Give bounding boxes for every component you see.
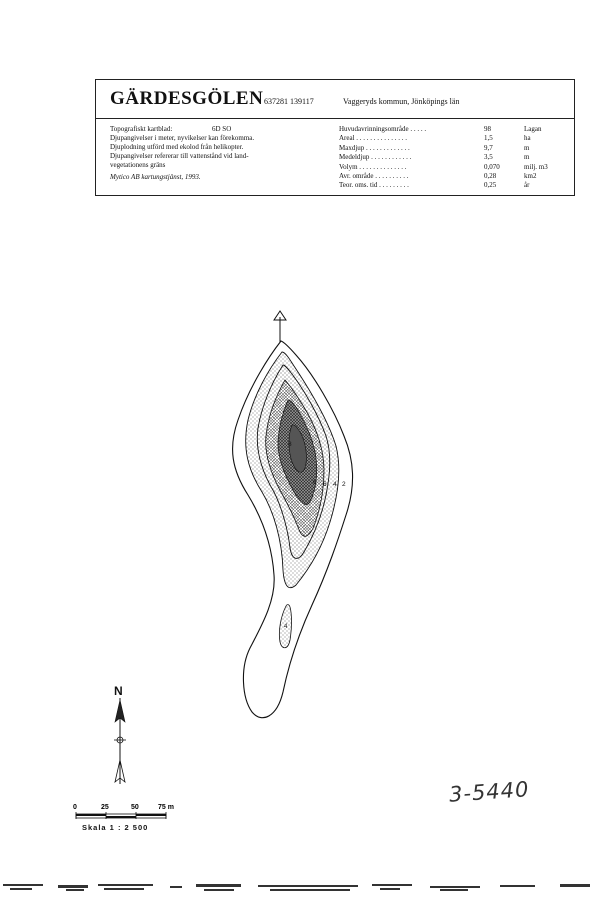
stat-label: Medeldjup . . . . . . . . . . . . <box>339 153 412 162</box>
mapsheet-label: Topografiskt kartblad: <box>110 125 173 133</box>
stat-value: 0,28 <box>484 171 497 180</box>
depth-label: 2 <box>342 481 346 488</box>
depth-label: 4 <box>284 624 288 630</box>
depth-label: 8 <box>288 441 292 448</box>
stat-unit: km2 <box>524 171 537 180</box>
depth-label: 6 <box>323 481 327 488</box>
scale-tick-label: 50 <box>131 804 139 811</box>
scale-tick-label: 0 <box>73 804 77 811</box>
stat-unit: år <box>524 181 530 190</box>
handwritten-id: 3-5440 <box>448 777 531 807</box>
stat-label: Volym . . . . . . . . . . . . . . <box>339 162 407 171</box>
scale-tick-label: 75 m <box>158 804 174 811</box>
scan-noise-strip <box>0 876 600 897</box>
stat-value: 0,070 <box>484 162 500 171</box>
depth-label: 4 <box>333 481 337 488</box>
stat-unit: Lagan <box>524 125 542 133</box>
stat-value: 98 <box>484 125 491 133</box>
stat-value: 9,7 <box>484 143 493 152</box>
note-line: vegetationens gräns <box>110 161 166 169</box>
stat-unit: m <box>524 153 530 162</box>
stat-label: Huvudavrinningsområde . . . . . <box>339 125 427 133</box>
mapsheet-value: 6D SO <box>212 125 232 133</box>
municipality: Vaggeryds kommun, Jönköpings län <box>343 97 460 106</box>
stat-unit: milj. m3 <box>524 162 548 171</box>
stat-label: Areal . . . . . . . . . . . . . . . <box>339 134 408 143</box>
stat-value: 1,5 <box>484 134 493 143</box>
north-arrow-icon <box>114 698 126 784</box>
note-line: Djupangivelser refererar till vattenstånd vid land- <box>110 152 249 160</box>
stat-value: 0,25 <box>484 181 497 190</box>
stat-label: Maxdjup . . . . . . . . . . . . . <box>339 143 410 152</box>
stat-unit: m <box>524 143 530 152</box>
credit-line: Mytico AB kartungstjänst, 1993. <box>110 173 201 181</box>
stat-label: Avr. område . . . . . . . . . . <box>339 171 409 180</box>
coordinates: 637281 139117 <box>264 97 314 106</box>
depth-label: 6 <box>313 479 317 486</box>
note-line: Djuplodning utförd med ekolod från helikopter. <box>110 143 244 151</box>
scale-tick-label: 25 <box>101 804 109 811</box>
lake-name-title: GÄRDESGÖLEN <box>110 88 264 109</box>
scale-caption: Skala 1 : 2 500 <box>82 823 149 832</box>
note-line: Djupangivelser i meter, nyvikelser kan förekomma. <box>110 134 255 142</box>
stat-unit: ha <box>524 134 531 143</box>
north-label: N <box>114 684 123 698</box>
scale-bar <box>73 804 174 819</box>
inlet-arrow <box>274 311 286 343</box>
stat-value: 3,5 <box>484 153 493 162</box>
stat-label: Teor. oms. tid . . . . . . . . . <box>339 181 409 190</box>
